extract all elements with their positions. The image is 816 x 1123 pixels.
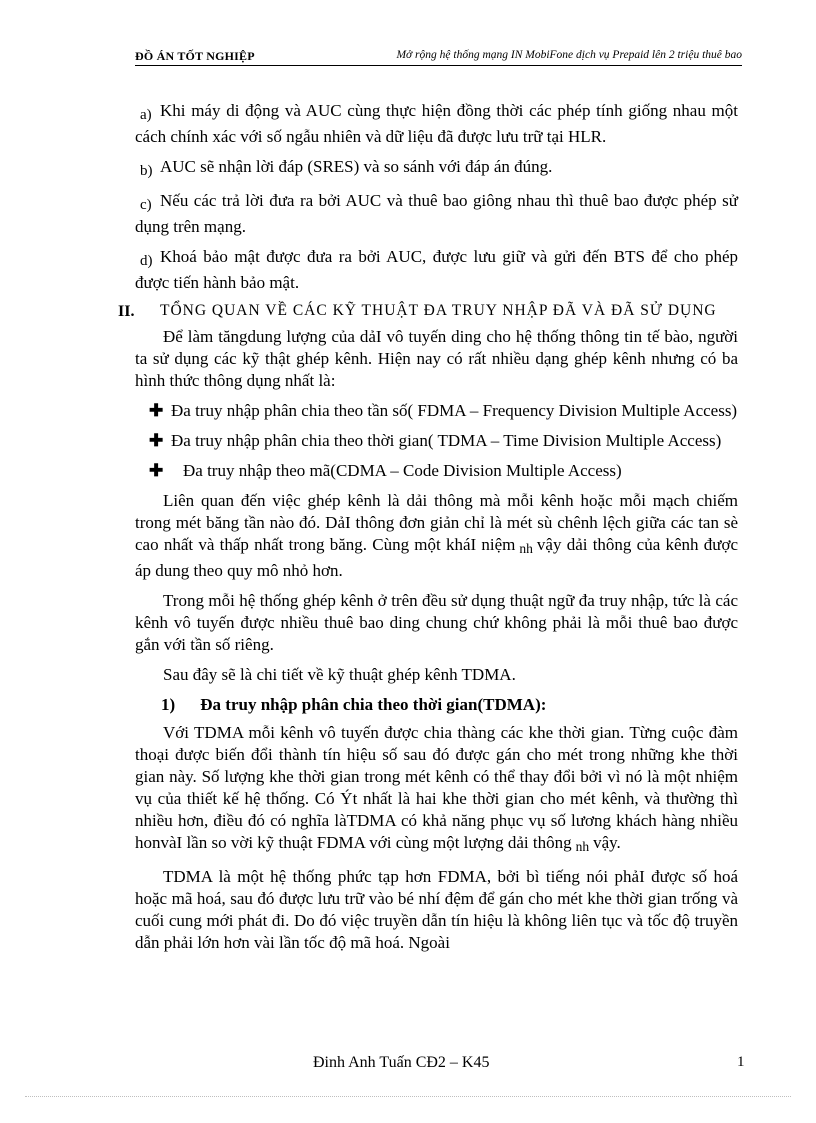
- bullet-tdma: [135, 430, 738, 452]
- page-header: [135, 47, 742, 66]
- header-document-type: ĐỒ ÁN TỐT NGHIỆP: [135, 49, 255, 63]
- list-item-text: Khi máy di động và AUC cùng thực hiện đồng thời các phép tính giống nhau một cách chính xác với số ngẫu nhiên và dữ liệu đã được lưu trữ tại HLR.: [135, 101, 738, 146]
- list-item-text: Nếu các trả lời đưa ra bởi AUC và thuê bao giông nhau thì thuê bao được phép sử dụng trên mạng.: [135, 191, 738, 236]
- bullet-cdma: [135, 460, 738, 482]
- cross-bullet-icon: ✚: [149, 461, 164, 480]
- bullet-text: Đa truy nhập phân chia theo thời gian( TDMA – Time Division Multiple Access): [171, 431, 722, 450]
- list-item-d: [135, 246, 738, 294]
- list-item-b: [135, 156, 738, 182]
- subsection-number: 1): [161, 695, 176, 714]
- list-item-a: [135, 100, 738, 148]
- subsection-heading: [135, 694, 738, 716]
- bullet-fdma: [135, 400, 738, 422]
- page-body: [118, 100, 738, 962]
- footer-author: Đinh Anh Tuấn CĐ2 – K45: [313, 1054, 490, 1071]
- cross-bullet-icon: ✚: [149, 431, 164, 450]
- list-marker: d): [140, 253, 153, 269]
- bullet-text: Đa truy nhập theo mã(CDMA – Code Division Multiple Access): [183, 461, 622, 480]
- paragraph-text: Liên quan đến việc ghép kênh là dải thông mà mỗi kênh hoặc mỗi mạch chiếm trong mét băng tần nào đó. DảI thông đơn giản chỉ là mét sù chênh lệch giữa các tan sè cao nhất và thấp nhất trong băng. Cùng một kháI niệm: [135, 491, 738, 554]
- list-item-c: [135, 190, 738, 238]
- multiple-access-paragraph: Trong mỗi hệ thống ghép kênh ở trên đều sử dụng thuật ngữ đa truy nhập, tức là các kênh vô tuyến được nhiều thuê bao ding chung chứ không phải là mỗi thuê bao được gắn với tần số riêng.: [135, 591, 738, 654]
- list-marker: b): [140, 163, 153, 179]
- bandwidth-paragraph: [135, 490, 738, 582]
- next-topic-paragraph: Sau đây sẽ là chi tiết về kỹ thuật ghép kênh TDMA.: [163, 665, 516, 684]
- paragraph-fragment: nh: [575, 839, 590, 854]
- paragraph-text: vậy.: [593, 833, 621, 852]
- section-heading: [118, 302, 738, 320]
- header-document-title: Mở rộng hệ thống mạng IN MobiFone dịch vụ Prepaid lên 2 triệu thuê bao: [396, 49, 742, 61]
- cross-bullet-icon: ✚: [149, 401, 164, 420]
- section-title-text: TỔNG QUAN VỀ CÁC KỸ THUẬT ĐA TRUY NHẬP ĐÃ VÀ ĐÃ SỬ DỤNG: [160, 302, 717, 319]
- paragraph-text: Với TDMA mỗi kênh vô tuyến được chia thàng các khe thời gian. Từng cuộc đàm thoại được biến đổi thành tín hiệu số sau đó được gán cho mét trong những khe thời gian này. Số lượng khe thời gian trong mét kênh có thể thay đổi bởi vì nó là một nhiệm vụ của thiết kế hệ thống. Có Ýt nhất là hai khe thời gian cho mét kênh, và thường thì nhiều hơn, điều đó có nghĩa làTDMA có khả năng phục vụ số lương khách hàng nhiều honvàI lần so vời kỹ thuật FDMA với cùng một lượng dải thông: [135, 723, 738, 852]
- paragraph-fragment: nh: [519, 541, 533, 556]
- tdma-paragraph-1: [135, 722, 738, 858]
- paragraph-text: vậy dải thông của kênh được áp dung theo quy mô nhỏ hơn.: [135, 535, 738, 580]
- section-number: II.: [118, 303, 135, 320]
- bullet-text: Đa truy nhập phân chia theo tần số( FDMA – Frequency Division Multiple Access): [171, 401, 738, 420]
- list-marker: a): [140, 107, 152, 123]
- tdma-paragraph-2: TDMA là một hệ thống phức tạp hơn FDMA, bởi bì tiếng nói phảI được số hoá hoặc mã hoá, sau đó được lưu trữ vào bé nhí đệm để gán cho mét khe thời gian trống và cuối cung mới phát đi. Do đó việc truyền dẫn tín hiệu là không liên tục và tốc độ truyền dẫn phải lớn hơn vài lần tốc độ mã hoá. Ngoài: [135, 867, 738, 952]
- list-marker: c): [140, 197, 152, 213]
- list-item-text: Khoá bảo mật được đưa ra bởi AUC, được lưu giữ và gửi đến BTS để cho phép được tiến hành bảo mật.: [135, 247, 738, 292]
- page-number: 1: [737, 1054, 745, 1070]
- subsection-title: Đa truy nhập phân chia theo thời gian(TDMA):: [200, 695, 547, 714]
- footer-divider: [25, 1096, 791, 1097]
- list-item-text: AUC sẽ nhận lời đáp (SRES) và so sánh với đáp án đúng.: [160, 157, 553, 176]
- intro-paragraph: Để làm tăngdung lượng của dảI vô tuyến ding cho hệ thống thông tin tế bào, người ta sử dụng các kỹ thật ghép kênh. Hiện nay có rất nhiều dạng ghép kênh nhưng có ba hình thức thông dụng nhất là:: [135, 327, 738, 390]
